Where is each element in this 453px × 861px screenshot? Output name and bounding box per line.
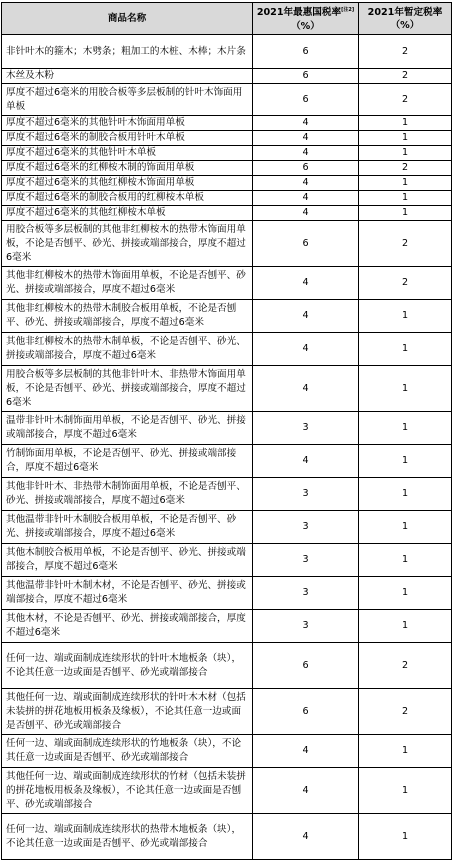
mfn-rate-cell: 3 — [253, 511, 359, 544]
table-row — [2, 84, 452, 116]
provisional-rate-cell: 2 — [359, 267, 452, 300]
mfn-rate-cell: 4 — [253, 735, 359, 768]
table-row — [2, 333, 452, 366]
product-name-cell: 其他非针叶木、非热带木制饰面用单板，不论是否刨平、砂光、拼接或端部接合，厚度不超过6毫米 — [2, 478, 253, 511]
product-name-cell: 厚度不超过6毫米的红柳桉木制的饰面用单板 — [2, 161, 253, 176]
product-name-cell: 厚度不超过6毫米的制胶合板用针叶木单板 — [2, 131, 253, 146]
table-row — [2, 445, 452, 478]
provisional-rate-cell: 1 — [359, 577, 452, 610]
provisional-rate-cell: 1 — [359, 445, 452, 478]
product-name-cell: 厚度不超过6毫米的其他针叶木饰面用单板 — [2, 116, 253, 131]
provisional-rate-cell: 1 — [359, 366, 452, 412]
mfn-rate-cell: 4 — [253, 267, 359, 300]
table-row — [2, 69, 452, 84]
mfn-rate-cell: 4 — [253, 366, 359, 412]
product-name-cell: 厚度不超过6毫米的其他针叶木单板 — [2, 146, 253, 161]
table-row — [2, 735, 452, 768]
provisional-rate-cell: 1 — [359, 412, 452, 445]
table-row — [2, 689, 452, 735]
provisional-rate-cell: 2 — [359, 69, 452, 84]
mfn-rate-cell: 4 — [253, 206, 359, 221]
provisional-rate-cell: 2 — [359, 161, 452, 176]
product-name-cell: 厚度不超过6毫米的其他红柳桉木单板 — [2, 206, 253, 221]
table-header-row — [2, 3, 452, 35]
table-row — [2, 146, 452, 161]
product-name-cell: 其他木材，不论是否刨平、砂光、拼接或端部接合，厚度不超过6毫米 — [2, 610, 253, 643]
provisional-rate-cell: 1 — [359, 814, 452, 860]
table-row — [2, 610, 452, 643]
provisional-rate-cell: 2 — [359, 84, 452, 116]
mfn-rate-cell: 4 — [253, 191, 359, 206]
table-row — [2, 412, 452, 445]
mfn-rate-cell: 6 — [253, 35, 359, 69]
table-row — [2, 176, 452, 191]
mfn-rate-cell: 4 — [253, 131, 359, 146]
table-row — [2, 161, 452, 176]
table-row — [2, 221, 452, 267]
mfn-rate-cell: 6 — [253, 84, 359, 116]
mfn-rate-cell: 6 — [253, 161, 359, 176]
mfn-rate-cell: 4 — [253, 445, 359, 478]
table-row — [2, 116, 452, 131]
table-row — [2, 267, 452, 300]
table-row — [2, 577, 452, 610]
provisional-rate-cell: 1 — [359, 300, 452, 333]
product-name-cell: 其他木制胶合板用单板，不论是否刨平、砂光、拼接或端部接合，厚度不超过6毫米 — [2, 544, 253, 577]
provisional-rate-cell: 2 — [359, 643, 452, 689]
mfn-rate-cell: 3 — [253, 478, 359, 511]
product-name-cell: 厚度不超过6毫米的用胶合板等多层板制的针叶木饰面用单板 — [2, 84, 253, 116]
product-name-cell: 其他非红柳桉木的热带木制胶合板用单板，不论是否刨平、砂光、拼接或端部接合，厚度不超过6毫米 — [2, 300, 253, 333]
mfn-rate-cell: 6 — [253, 69, 359, 84]
mfn-rate-cell: 4 — [253, 768, 359, 814]
table-row — [2, 131, 452, 146]
table-row — [2, 366, 452, 412]
product-name-cell: 非针叶木的箍木；木劈条；粗加工的木桩、木棒；木片条 — [2, 35, 253, 69]
product-name-cell: 木丝及木粉 — [2, 69, 253, 84]
product-name-cell: 任何一边、端或面制成连续形状的针叶木地板条（块），不论其任意一边或面是否刨平、砂光或端部接合 — [2, 643, 253, 689]
provisional-rate-cell: 1 — [359, 146, 452, 161]
provisional-rate-cell: 1 — [359, 610, 452, 643]
tariff-table — [1, 2, 452, 860]
table-row — [2, 478, 452, 511]
provisional-rate-cell: 2 — [359, 221, 452, 267]
provisional-rate-cell: 1 — [359, 116, 452, 131]
provisional-rate-cell: 1 — [359, 544, 452, 577]
table-row — [2, 814, 452, 860]
mfn-rate-cell: 4 — [253, 300, 359, 333]
mfn-rate-cell: 3 — [253, 577, 359, 610]
mfn-rate-cell: 4 — [253, 333, 359, 366]
provisional-rate-cell: 1 — [359, 131, 452, 146]
mfn-rate-cell: 4 — [253, 814, 359, 860]
product-name-cell: 其他任何一边、端或面制成连续形状的针叶木木材（包括未装拼的拼花地板用板条及缘板），不论其任意一边或面是否刨平、砂光或端部接合 — [2, 689, 253, 735]
mfn-rate-cell: 6 — [253, 643, 359, 689]
mfn-rate-cell: 3 — [253, 610, 359, 643]
product-name-cell: 其他非红柳桉木的热带木制单板，不论是否刨平、砂光、拼接或端部接合，厚度不超过6毫米 — [2, 333, 253, 366]
product-name-cell: 其他非红柳桉木的热带木饰面用单板，不论是否刨平、砂光、拼接或端部接合，厚度不超过6毫米 — [2, 267, 253, 300]
mfn-rate-cell: 3 — [253, 412, 359, 445]
provisional-rate-cell: 1 — [359, 206, 452, 221]
provisional-rate-cell: 1 — [359, 478, 452, 511]
mfn-rate-cell: 6 — [253, 689, 359, 735]
table-row — [2, 768, 452, 814]
product-name-cell: 其他任何一边、端或面制成连续形状的竹材（包括未装拼的拼花地板用板条及缘板），不论其任意一边或面是否刨平、砂光或端部接合 — [2, 768, 253, 814]
mfn-rate-cell: 4 — [253, 116, 359, 131]
provisional-rate-cell: 1 — [359, 191, 452, 206]
product-name-cell: 其他温带非针叶木制胶合板用单板，不论是否刨平、砂光、拼接或端部接合，厚度不超过6毫米 — [2, 511, 253, 544]
product-name-cell: 任何一边、端或面制成连续形状的热带木地板条（块），不论其任意一边或面是否刨平、砂光或端部接合 — [2, 814, 253, 860]
provisional-rate-cell: 1 — [359, 735, 452, 768]
product-name-cell: 厚度不超过6毫米的制胶合板用的红柳桉木单板 — [2, 191, 253, 206]
table-row — [2, 206, 452, 221]
header-product-name: 商品名称 — [2, 3, 253, 35]
table-row — [2, 511, 452, 544]
table-row — [2, 544, 452, 577]
mfn-rate-cell: 4 — [253, 146, 359, 161]
provisional-rate-cell: 2 — [359, 35, 452, 69]
mfn-rate-cell: 6 — [253, 221, 359, 267]
header-mfn-note: [注2] — [341, 7, 355, 14]
product-name-cell: 温带非针叶木制饰面用单板，不论是否刨平、砂光、拼接或端部接合，厚度不超过6毫米 — [2, 412, 253, 445]
product-name-cell: 厚度不超过6毫米的其他红柳桉木饰面用单板 — [2, 176, 253, 191]
provisional-rate-cell: 1 — [359, 176, 452, 191]
provisional-rate-cell: 1 — [359, 768, 452, 814]
product-name-cell: 竹制饰面用单板，不论是否刨平、砂光、拼接或端部接合，厚度不超过6毫米 — [2, 445, 253, 478]
header-mfn-rate: 2021年最惠国税率[注2] （%） — [253, 3, 359, 35]
table-row — [2, 300, 452, 333]
table-row — [2, 35, 452, 69]
provisional-rate-cell: 1 — [359, 511, 452, 544]
product-name-cell: 用胶合板等多层板制的其他非针叶木、非热带木饰面用单板，不论是否刨平、砂光、拼接或端部接合，厚度不超过6毫米 — [2, 366, 253, 412]
mfn-rate-cell: 3 — [253, 544, 359, 577]
provisional-rate-cell: 1 — [359, 333, 452, 366]
provisional-rate-cell: 2 — [359, 689, 452, 735]
product-name-cell: 任何一边、端或面制成连续形状的竹地板条（块），不论其任意一边或面是否刨平、砂光或端部接合 — [2, 735, 253, 768]
header-provisional-rate: 2021年暂定税率 （%） — [359, 3, 452, 35]
product-name-cell: 用胶合板等多层板制的其他非红柳桉木的热带木饰面用单板，不论是否刨平、砂光、拼接或端部接合，厚度不超过6毫米 — [2, 221, 253, 267]
table-row — [2, 191, 452, 206]
mfn-rate-cell: 4 — [253, 176, 359, 191]
table-row — [2, 643, 452, 689]
product-name-cell: 其他温带非针叶木制木材，不论是否刨平、砂光、拼接或端部接合，厚度不超过6毫米 — [2, 577, 253, 610]
